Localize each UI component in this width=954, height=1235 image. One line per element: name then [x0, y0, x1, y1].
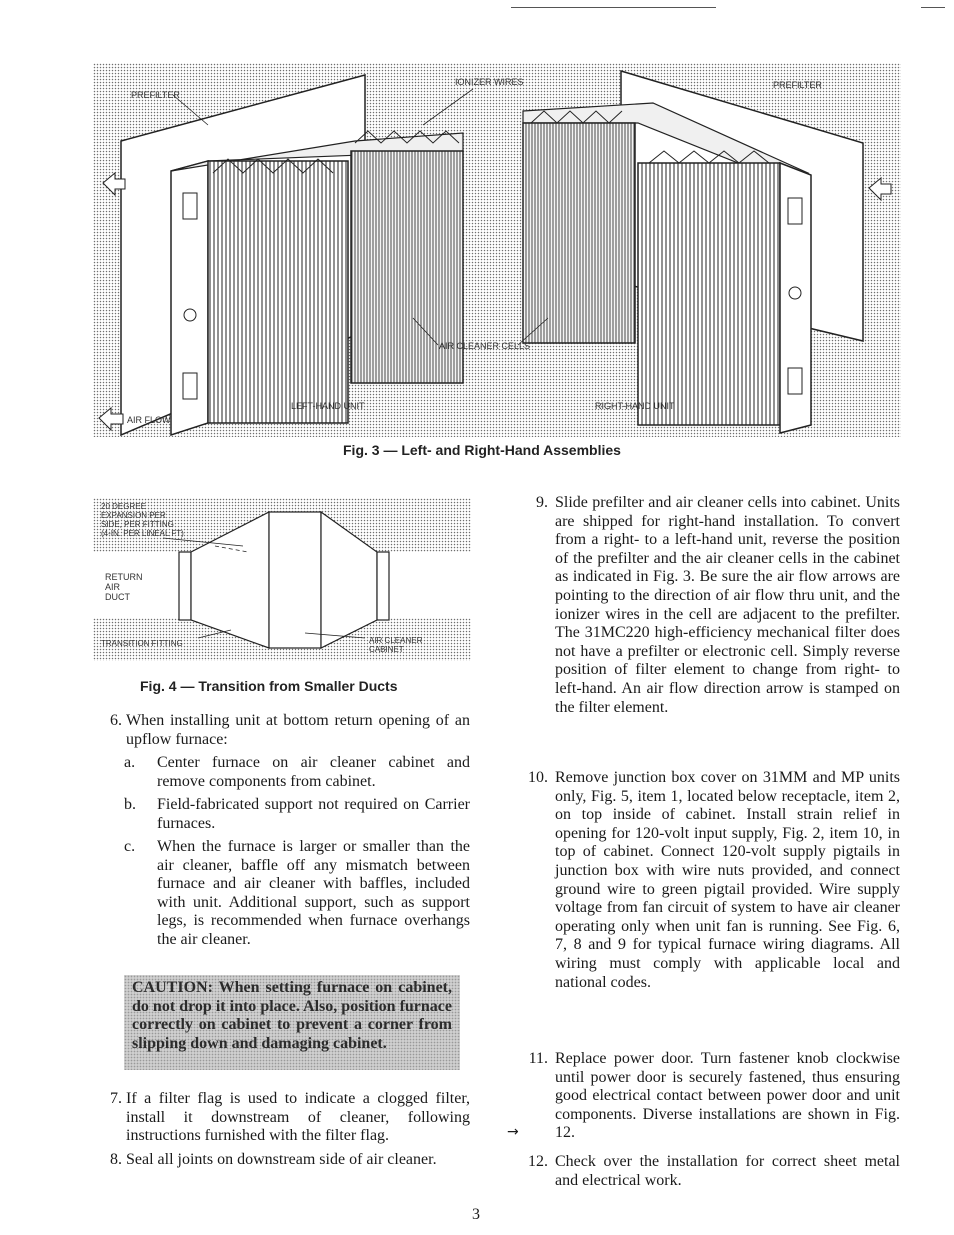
step-10	[520, 769, 900, 992]
label-expansion-2: EXPANSION PER	[101, 511, 166, 520]
return-duct	[179, 552, 191, 620]
right-handle-top	[788, 198, 802, 224]
step-7-number: 7.	[110, 1090, 122, 1107]
left-handle-top	[183, 193, 197, 219]
label-ionizer-wires: IONIZER WIRES	[455, 77, 524, 87]
step-6a-text: Center furnace on air cleaner cabinet and remove components from cabinet.	[157, 754, 470, 790]
step-12-number: 12.	[528, 1153, 548, 1170]
step-6a	[124, 754, 470, 791]
figure-4-illustration	[93, 498, 471, 661]
right-cell-front-1	[523, 123, 635, 343]
step-8	[100, 1151, 470, 1170]
step-7	[100, 1090, 470, 1146]
step-6b-text: Field-fabricated support not required on Carrier furnaces.	[157, 796, 470, 832]
fig3-caption: Fig. 3 — Left- and Right-Hand Assemblies	[343, 442, 621, 458]
label-prefilter-right: PREFILTER	[773, 80, 822, 90]
step-11-number: 11.	[528, 1050, 548, 1067]
step-7-text: If a filter flag is used to indicate a clogged filter, install it downstream of cleaner, following instructions furnished with the filter flag.	[126, 1090, 470, 1145]
step-10-text: Remove junction box cover on 31MM and MP units only, Fig. 5, item 1, located below receptacle, item 2, on top inside of cabinet. Install strain relief in opening for 120-volt input supply, Fig. 2, item 10, in top of cabinet. Connect 120-volt supply pigtails in junction box with wire nuts provided, and connect ground wire to green pigtail provided. Wire supply voltage from fan circuit of system to have air cleaner operating only when unit fan is running. See Fig. 6, 7, 8 and 9 for typical furnace wiring diagrams. All wiring must comply with applicable local and national codes.	[555, 769, 900, 991]
step-12-text: Check over the installation for correct sheet metal and electrical work.	[555, 1153, 900, 1189]
label-expansion-4: (4-IN. PER LINEAL FT)	[101, 529, 184, 538]
step-6	[100, 712, 470, 749]
label-return-3: DUCT	[105, 592, 130, 602]
step-12	[520, 1153, 900, 1190]
step-6c-text: When the furnace is larger or smaller than the air cleaner, baffle off any mismatch between furnace and air cleaner with baffles, included with unit. Additional support, such as support legs, is recommended when furnace overhangs the air cleaner.	[157, 838, 470, 948]
label-expansion-1: 20 DEGREE	[101, 502, 146, 511]
header-rule-short	[921, 7, 945, 8]
fig4-caption: Fig. 4 — Transition from Smaller Ducts	[140, 678, 398, 694]
label-air-cleaner-cells: AIR CLEANER CELLS	[439, 341, 531, 351]
step-6c-letter: c.	[124, 838, 136, 855]
left-handle-bottom	[183, 373, 197, 399]
step-9-number: 9.	[536, 494, 548, 511]
label-left-hand-unit: LEFT-HAND UNIT	[291, 401, 365, 411]
right-knob	[789, 287, 801, 299]
step-8-number: 8.	[110, 1151, 122, 1168]
step-10-number: 10.	[528, 769, 548, 786]
step-6-number: 6.	[110, 712, 122, 729]
label-air-flow: AIR FLOW	[127, 415, 171, 425]
figure-3-illustration	[93, 63, 901, 437]
step-9-text: Slide prefilter and air cleaner cells into cabinet. Units are shipped for right-hand installation. To convert from a right- to a left-hand unit, reverse the position of the prefilter and the air cleaner cells in the cabinet as indicated in Fig. 3. Be sure the air flow arrows are pointing to the direction of air flow thru unit, and the ionizer wires in the cell are adjacent to the prefilter. The 31MC220 high-efficiency mechanical filter does not have a prefilter or electronic cell. Simply reverse position of filter element to change from right- to left-hand. An air flow direction arrow is stamped on the filter element.	[555, 494, 900, 716]
label-cabinet-1: AIR CLEANER	[369, 636, 423, 645]
label-cabinet-2: CABINET	[369, 645, 404, 654]
step-6-text: When installing unit at bottom return opening of an upflow furnace:	[126, 712, 470, 748]
step-6a-letter: a.	[124, 754, 136, 771]
label-expansion-3: SIDE, PER FITTING	[101, 520, 174, 529]
page-number: 3	[472, 1206, 480, 1223]
revision-arrow: →	[507, 1124, 519, 1140]
step-6b	[124, 796, 470, 833]
label-return-1: RETURN	[105, 572, 143, 582]
left-cell-front-1	[208, 161, 348, 423]
step-6b-letter: b.	[124, 796, 136, 813]
step-11-text: Replace power door. Turn fastener knob clockwise until power door is securely fastened, thus ensuring good electrical contact between power door and unit components. Diverse installations are shown in Fig. 12.	[555, 1050, 900, 1142]
label-right-hand-unit: RIGHT-HAND UNIT	[595, 401, 675, 411]
step-11	[520, 1050, 900, 1143]
label-return-2: AIR	[105, 582, 121, 592]
right-cell-front-2	[638, 163, 780, 425]
right-handle-bottom	[788, 368, 802, 394]
left-knob	[184, 309, 196, 321]
step-9	[520, 494, 900, 717]
label-prefilter-left: PREFILTER	[131, 90, 180, 100]
label-transition-fitting: TRANSITION FITTING	[101, 639, 183, 648]
header-rule	[511, 7, 716, 8]
caution-box: CAUTION: When setting furnace on cabinet, do not drop it into place. Also, position furnace correctly on cabinet to prevent a corner from slipping down and damaging cabinet.	[124, 975, 460, 1070]
step-8-text: Seal all joints on downstream side of air cleaner.	[126, 1151, 437, 1168]
step-6c	[124, 838, 470, 950]
cleaner-cabinet-section	[269, 512, 321, 648]
supply-duct	[377, 552, 389, 620]
